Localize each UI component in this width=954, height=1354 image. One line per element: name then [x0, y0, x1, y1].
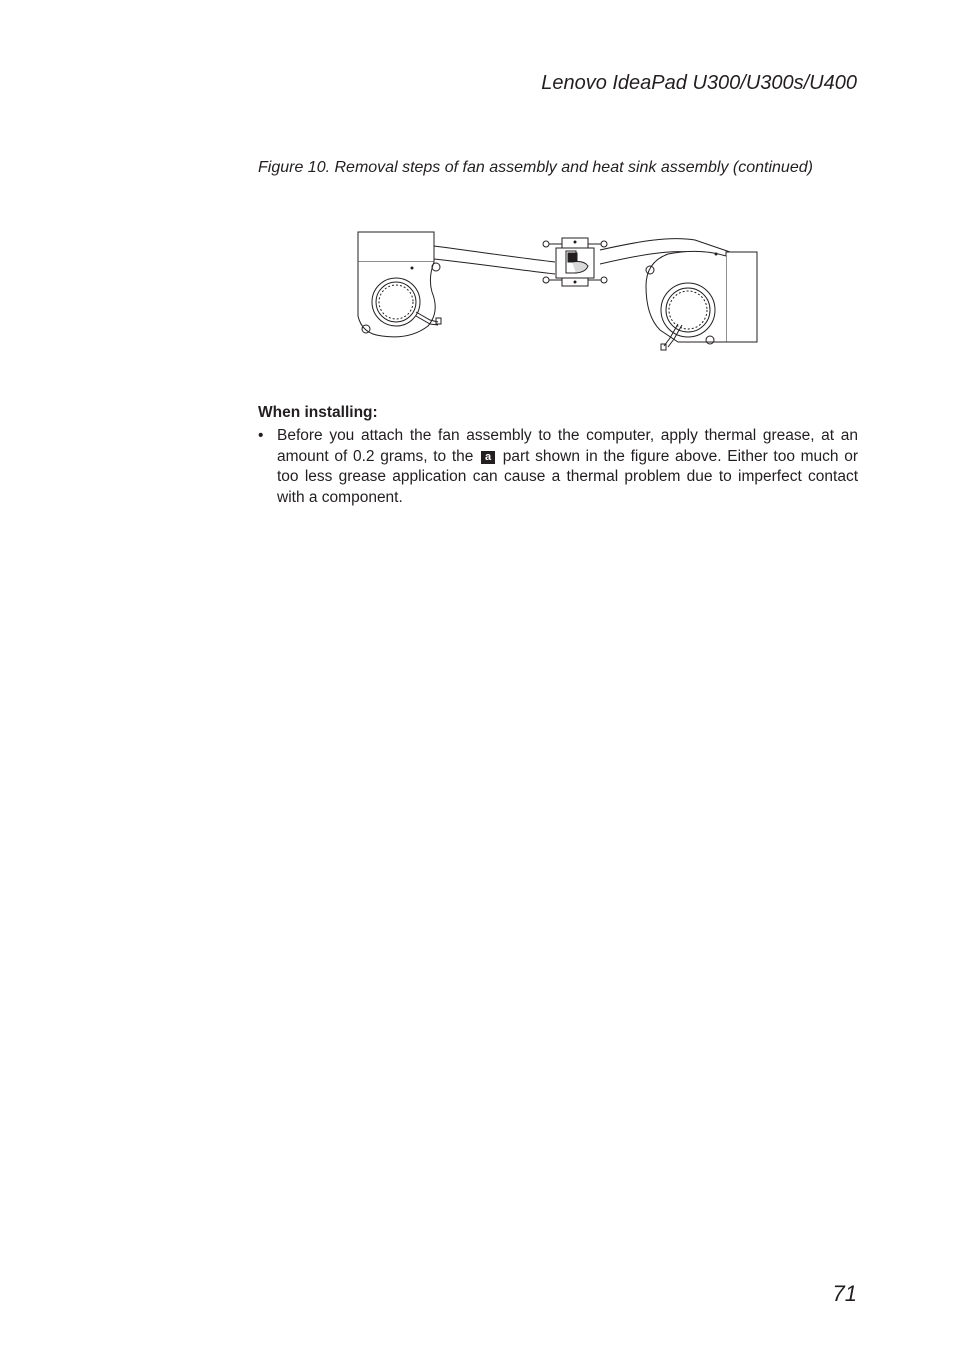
heat-pipe-upper: [434, 246, 555, 262]
right-fan-assembly: [646, 251, 757, 350]
running-header: Lenovo IdeaPad U300/U300s/U400: [541, 72, 857, 94]
bullet-text-start: Before you attach the fan assembly to the computer, apply thermal grease, at an amount of 0.2 grams, to the: [277, 427, 858, 465]
page-number: 71: [832, 1281, 857, 1306]
heat-pipe-right-upper: [600, 239, 730, 252]
bullet-text-end: part shown in the figure above. Either too much or too less grease application can cause a thermal problem due to imperfect contact with a component.: [277, 447, 858, 506]
part-a-badge: a: [481, 451, 495, 464]
heat-pipe-lower: [434, 259, 555, 274]
installing-instructions: [258, 426, 858, 508]
figure-caption: Figure 10. Removal steps of fan assembly and heat sink assembly (continued): [258, 159, 813, 176]
thermal-grease-area-a: [568, 253, 577, 262]
fan-heatsink-diagram: [350, 226, 762, 356]
when-installing-heading: When installing:: [258, 404, 378, 421]
bullet-mark: •: [258, 427, 264, 444]
left-fan-assembly: [358, 232, 441, 337]
list-item: [258, 426, 858, 508]
